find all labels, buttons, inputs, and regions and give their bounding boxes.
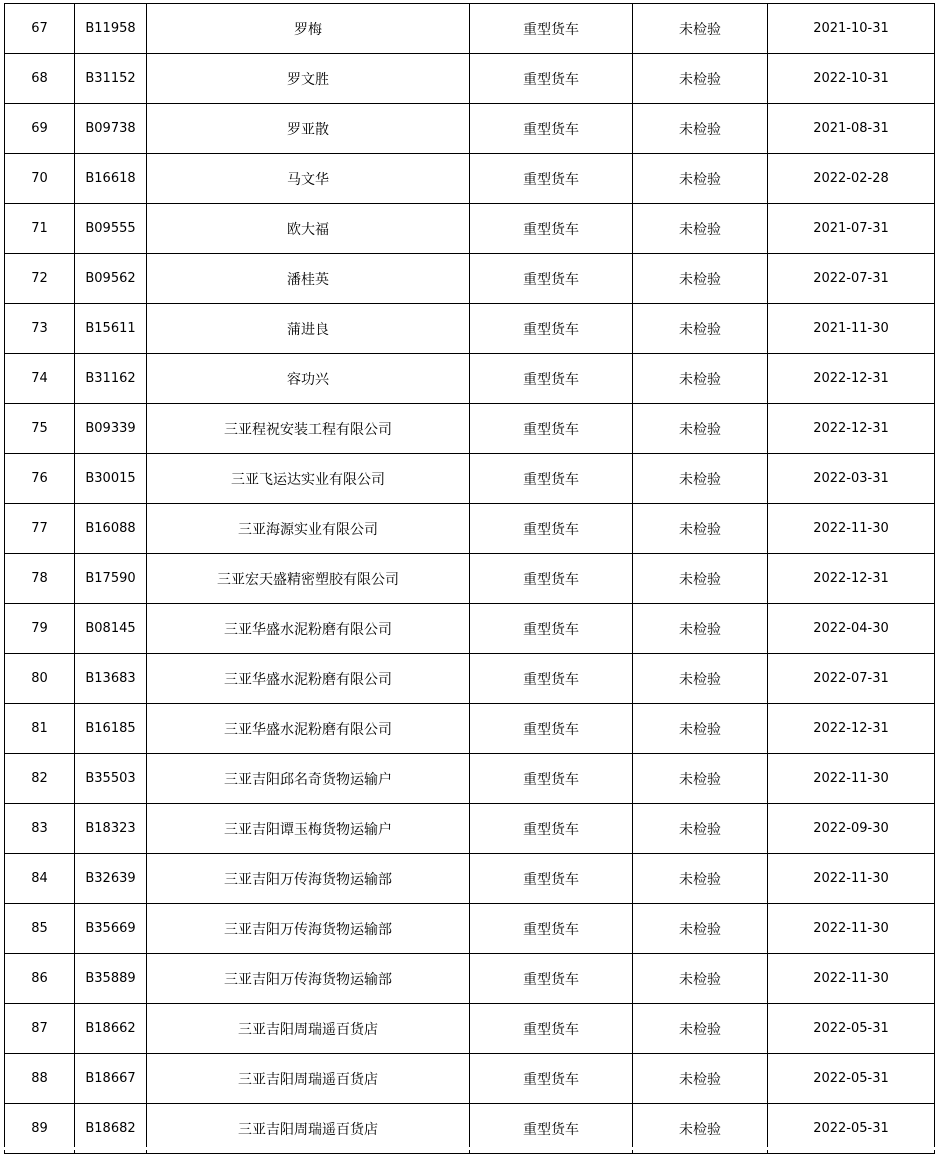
owner-name-cell: 潘桂英 xyxy=(147,254,470,304)
vehicle-type-cell: 重型货车 xyxy=(470,604,633,654)
inspection-status-cell: 未检验 xyxy=(633,854,768,904)
inspection-due-date-cell: 2022-02-28 xyxy=(768,154,935,204)
owner-name-cell: 三亚吉阳万传海货物运输部 xyxy=(147,854,470,904)
owner-name-cell: 三亚华盛水泥粉磨有限公司 xyxy=(147,704,470,754)
row-number-cell: 69 xyxy=(5,104,75,154)
inspection-due-date-cell: 2022-09-30 xyxy=(768,804,935,854)
row-number-cell: 84 xyxy=(5,854,75,904)
inspection-due-date-cell: 2022-11-30 xyxy=(768,854,935,904)
table-row xyxy=(5,604,935,654)
vehicle-type-cell: 重型货车 xyxy=(470,104,633,154)
owner-name-cell: 三亚程祝安装工程有限公司 xyxy=(147,404,470,454)
plate-number-cell: B09339 xyxy=(75,404,147,454)
row-number-cell: 78 xyxy=(5,554,75,604)
inspection-status-cell: 未检验 xyxy=(633,204,768,254)
table-row xyxy=(5,354,935,404)
table-row xyxy=(5,654,935,704)
owner-name-cell: 三亚吉阳周瑞遥百货店 xyxy=(147,1004,470,1054)
table-row xyxy=(5,804,935,854)
owner-name-cell: 三亚海源实业有限公司 xyxy=(147,504,470,554)
owner-name-cell: 三亚吉阳邱名奇货物运输户 xyxy=(147,754,470,804)
row-number-cell: 81 xyxy=(5,704,75,754)
vehicle-type-cell: 重型货车 xyxy=(470,854,633,904)
table-row xyxy=(5,104,935,154)
vehicle-type-cell: 重型货车 xyxy=(470,1004,633,1054)
owner-name-cell: 三亚宏天盛精密塑胶有限公司 xyxy=(147,554,470,604)
inspection-due-date-cell: 2022-05-31 xyxy=(768,1104,935,1154)
vehicle-type-cell: 重型货车 xyxy=(470,904,633,954)
vehicle-inspection-table xyxy=(4,3,935,1154)
inspection-due-date-cell: 2022-05-31 xyxy=(768,1054,935,1104)
row-number-cell: 71 xyxy=(5,204,75,254)
plate-number-cell: B35503 xyxy=(75,754,147,804)
plate-number-cell: B18662 xyxy=(75,1004,147,1054)
inspection-status-cell: 未检验 xyxy=(633,754,768,804)
table-row xyxy=(5,204,935,254)
row-number-cell: 82 xyxy=(5,754,75,804)
plate-number-cell: B13683 xyxy=(75,654,147,704)
table-row xyxy=(5,154,935,204)
inspection-status-cell: 未检验 xyxy=(633,254,768,304)
plate-number-cell: B35889 xyxy=(75,954,147,1004)
owner-name-cell: 欧大福 xyxy=(147,204,470,254)
vehicle-type-cell: 重型货车 xyxy=(470,254,633,304)
row-number-cell: 79 xyxy=(5,604,75,654)
inspection-due-date-cell: 2022-11-30 xyxy=(768,954,935,1004)
plate-number-cell: B18667 xyxy=(75,1054,147,1104)
table-row xyxy=(5,1104,935,1154)
inspection-status-cell: 未检验 xyxy=(633,1054,768,1104)
plate-number-cell: B31152 xyxy=(75,54,147,104)
inspection-status-cell: 未检验 xyxy=(633,654,768,704)
table-row xyxy=(5,254,935,304)
row-number-cell: 68 xyxy=(5,54,75,104)
vehicle-type-cell: 重型货车 xyxy=(470,304,633,354)
owner-name-cell: 三亚华盛水泥粉磨有限公司 xyxy=(147,654,470,704)
table-row xyxy=(5,304,935,354)
plate-number-cell: B15611 xyxy=(75,304,147,354)
inspection-status-cell: 未检验 xyxy=(633,904,768,954)
row-number-cell: 72 xyxy=(5,254,75,304)
plate-number-cell: B18323 xyxy=(75,804,147,854)
table-row xyxy=(5,1054,935,1104)
vehicle-type-cell: 重型货车 xyxy=(470,704,633,754)
table-row xyxy=(5,704,935,754)
vehicle-type-cell: 重型货车 xyxy=(470,754,633,804)
plate-number-cell: B35669 xyxy=(75,904,147,954)
plate-number-cell: B18682 xyxy=(75,1104,147,1154)
table-row xyxy=(5,504,935,554)
vehicle-type-cell: 重型货车 xyxy=(470,54,633,104)
inspection-status-cell: 未检验 xyxy=(633,454,768,504)
table-row xyxy=(5,954,935,1004)
row-number-cell: 77 xyxy=(5,504,75,554)
vehicle-type-cell: 重型货车 xyxy=(470,654,633,704)
inspection-due-date-cell: 2021-10-31 xyxy=(768,4,935,54)
plate-number-cell: B08145 xyxy=(75,604,147,654)
vehicle-type-cell: 重型货车 xyxy=(470,404,633,454)
owner-name-cell: 罗梅 xyxy=(147,4,470,54)
table-row xyxy=(5,854,935,904)
row-number-cell: 86 xyxy=(5,954,75,1004)
owner-name-cell: 罗亚散 xyxy=(147,104,470,154)
owner-name-cell: 三亚华盛水泥粉磨有限公司 xyxy=(147,604,470,654)
vehicle-type-cell: 重型货车 xyxy=(470,204,633,254)
inspection-status-cell: 未检验 xyxy=(633,504,768,554)
row-number-cell: 80 xyxy=(5,654,75,704)
table-row xyxy=(5,754,935,804)
inspection-due-date-cell: 2021-07-31 xyxy=(768,204,935,254)
owner-name-cell: 三亚吉阳万传海货物运输部 xyxy=(147,904,470,954)
vehicle-type-cell: 重型货车 xyxy=(470,554,633,604)
plate-number-cell: B17590 xyxy=(75,554,147,604)
owner-name-cell: 容功兴 xyxy=(147,354,470,404)
vehicle-type-cell: 重型货车 xyxy=(470,804,633,854)
inspection-due-date-cell: 2022-10-31 xyxy=(768,54,935,104)
row-number-cell: 89 xyxy=(5,1104,75,1154)
plate-number-cell: B31162 xyxy=(75,354,147,404)
inspection-status-cell: 未检验 xyxy=(633,4,768,54)
vehicle-type-cell: 重型货车 xyxy=(470,354,633,404)
inspection-status-cell: 未检验 xyxy=(633,1104,768,1154)
table-row xyxy=(5,554,935,604)
plate-number-cell: B32639 xyxy=(75,854,147,904)
vehicle-type-cell: 重型货车 xyxy=(470,4,633,54)
inspection-due-date-cell: 2022-12-31 xyxy=(768,554,935,604)
vehicle-type-cell: 重型货车 xyxy=(470,154,633,204)
row-number-cell: 87 xyxy=(5,1004,75,1054)
owner-name-cell: 三亚吉阳谭玉梅货物运输户 xyxy=(147,804,470,854)
row-number-cell: 67 xyxy=(5,4,75,54)
table-row xyxy=(5,54,935,104)
table-row xyxy=(5,904,935,954)
plate-number-cell: B11958 xyxy=(75,4,147,54)
inspection-status-cell: 未检验 xyxy=(633,354,768,404)
owner-name-cell: 三亚吉阳周瑞遥百货店 xyxy=(147,1054,470,1104)
row-number-cell: 75 xyxy=(5,404,75,454)
inspection-due-date-cell: 2022-05-31 xyxy=(768,1004,935,1054)
inspection-due-date-cell: 2022-12-31 xyxy=(768,354,935,404)
vehicle-type-cell: 重型货车 xyxy=(470,1054,633,1104)
row-number-cell: 70 xyxy=(5,154,75,204)
table-body xyxy=(5,4,935,1154)
plate-number-cell: B30015 xyxy=(75,454,147,504)
inspection-due-date-cell: 2022-11-30 xyxy=(768,504,935,554)
vehicle-type-cell: 重型货车 xyxy=(470,504,633,554)
owner-name-cell: 三亚吉阳万传海货物运输部 xyxy=(147,954,470,1004)
owner-name-cell: 三亚飞运达实业有限公司 xyxy=(147,454,470,504)
inspection-due-date-cell: 2022-03-31 xyxy=(768,454,935,504)
plate-number-cell: B09562 xyxy=(75,254,147,304)
row-number-cell: 83 xyxy=(5,804,75,854)
inspection-due-date-cell: 2022-04-30 xyxy=(768,604,935,654)
inspection-status-cell: 未检验 xyxy=(633,304,768,354)
inspection-due-date-cell: 2022-12-31 xyxy=(768,704,935,754)
inspection-due-date-cell: 2021-11-30 xyxy=(768,304,935,354)
table-row xyxy=(5,4,935,54)
table-row xyxy=(5,404,935,454)
inspection-status-cell: 未检验 xyxy=(633,154,768,204)
vehicle-type-cell: 重型货车 xyxy=(470,1104,633,1154)
inspection-status-cell: 未检验 xyxy=(633,54,768,104)
inspection-status-cell: 未检验 xyxy=(633,604,768,654)
inspection-status-cell: 未检验 xyxy=(633,554,768,604)
inspection-due-date-cell: 2022-12-31 xyxy=(768,404,935,454)
inspection-status-cell: 未检验 xyxy=(633,804,768,854)
inspection-status-cell: 未检验 xyxy=(633,954,768,1004)
row-number-cell: 85 xyxy=(5,904,75,954)
inspection-due-date-cell: 2022-07-31 xyxy=(768,254,935,304)
row-number-cell: 73 xyxy=(5,304,75,354)
plate-number-cell: B09555 xyxy=(75,204,147,254)
inspection-status-cell: 未检验 xyxy=(633,104,768,154)
inspection-due-date-cell: 2022-07-31 xyxy=(768,654,935,704)
inspection-due-date-cell: 2022-11-30 xyxy=(768,754,935,804)
inspection-status-cell: 未检验 xyxy=(633,1004,768,1054)
row-number-cell: 88 xyxy=(5,1054,75,1104)
owner-name-cell: 三亚吉阳周瑞遥百货店 xyxy=(147,1104,470,1154)
owner-name-cell: 罗文胜 xyxy=(147,54,470,104)
plate-number-cell: B16618 xyxy=(75,154,147,204)
owner-name-cell: 蒲进良 xyxy=(147,304,470,354)
vehicle-type-cell: 重型货车 xyxy=(470,454,633,504)
row-number-cell: 74 xyxy=(5,354,75,404)
plate-number-cell: B09738 xyxy=(75,104,147,154)
plate-number-cell: B16185 xyxy=(75,704,147,754)
table-row xyxy=(5,454,935,504)
inspection-status-cell: 未检验 xyxy=(633,404,768,454)
vehicle-type-cell: 重型货车 xyxy=(470,954,633,1004)
inspection-status-cell: 未检验 xyxy=(633,704,768,754)
row-number-cell: 76 xyxy=(5,454,75,504)
inspection-due-date-cell: 2022-11-30 xyxy=(768,904,935,954)
plate-number-cell: B16088 xyxy=(75,504,147,554)
owner-name-cell: 马文华 xyxy=(147,154,470,204)
inspection-due-date-cell: 2021-08-31 xyxy=(768,104,935,154)
table-row xyxy=(5,1004,935,1054)
